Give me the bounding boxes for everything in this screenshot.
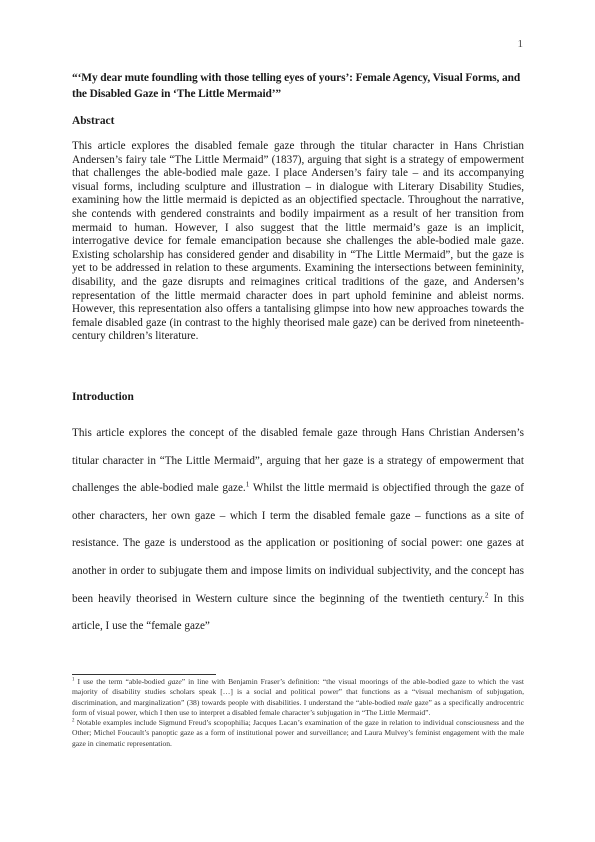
footnote-1-emphasis-gaze: gaze bbox=[167, 677, 182, 686]
footnote-1-text-b: ” in line with Benjamin Fraser’s definition: “the visual moorings of the able-bodied gaze to which the vast majority of disability studies scholars speak […] is a social and political power” that functions as a “visual mechanism of subjugation, discrimination, and marginalization” (38) towards people with disabilities. I understand the “able-bodied bbox=[72, 677, 524, 707]
footnote-separator bbox=[72, 674, 216, 675]
footnote-ref-2[interactable]: 2 bbox=[484, 590, 489, 599]
footnote-1-text-a: I use the term “able-bodied bbox=[74, 677, 168, 686]
intro-text-part-3: In this article, I use the “female gaze” bbox=[72, 592, 525, 633]
abstract-paragraph: This article explores the disabled female gaze through the titular character in Hans Christian Andersen’s fairy tale “The Little Mermaid” (1837), arguing that sight is a strategy of empowerment that challenges the able-bodied male gaze. I place Andersen’s fairy tale – and its accompanying visual forms, including sculpture and illustration – in dialogue with Literary Disability Studies, examining how the little mermaid is depicted as an objectified spectacle. Throughout the narrative, she contends with gendered constraints and bodily impairment as a result of her transition from mermaid to human. However, I also suggest that the little mermaid’s gaze is an implicit, interrogative device for female emancipation because she challenges the able-bodied male gaze. Existing scholarship has considered gender and disability in “The Little Mermaid”, but the gaze is yet to be addressed in relation to these arguments. Examining the intersections between femininity, disability, and the gaze disrupts and reimagines critical traditions of the gaze, and Andersen’s representation of the little mermaid character does in part uphold feminine and ableist norms. However, this representation also offers a tantalising glimpse into how new approaches towards the female disabled gaze (in contrast to the highly theorised male gaze) can be derived from nineteenth-century children’s literature. bbox=[72, 140, 524, 343]
introduction-heading: Introduction bbox=[72, 391, 134, 403]
footnote-ref-1[interactable]: 1 bbox=[245, 480, 250, 489]
page-number: 1 bbox=[517, 38, 523, 50]
article-title: “‘My dear mute foundling with those telling eyes of yours’: Female Agency, Visual Forms, and the Disabled Gaze in ‘The Little Mermaid’” bbox=[72, 72, 521, 100]
footnote-1-number: 1 bbox=[72, 677, 75, 683]
footnote-2 bbox=[72, 718, 524, 749]
intro-text-part-2: Whilst the little mermaid is objectified through the gaze of other characters, her own gaze – which I term the disabled female gaze – functions as a site of resistance. The gaze is understood as the application or positioning of social power: one gazes at another in order to subjugate them and impose limits on individual subjectivity, and the concept has been heavily theorised in Western culture since the beginning of the twentieth century. bbox=[72, 482, 524, 605]
footnotes-section bbox=[72, 677, 524, 749]
footnote-1-text-c: gaze” as a specifically androcentric form of visual power, which I then use to interpret a disabled female character’s subjugation in “The Little Mermaid”. bbox=[72, 697, 524, 717]
footnote-1-emphasis-male: male bbox=[397, 697, 413, 707]
footnote-1 bbox=[72, 677, 524, 718]
footnote-2-text: Notable examples include Sigmund Freud’s scopophilia; Jacques Lacan’s examination of the gaze in relation to individual consciousness and the Other; Michel Foucault’s panoptic gaze as a form of institutional power and surveillance; and Laura Mulvey’s feminist engagement with the male gaze in cinematic representation. bbox=[72, 718, 524, 748]
introduction-paragraph bbox=[72, 420, 524, 641]
intro-text-part-1: This article explores the concept of the disabled female gaze through Hans Christian Andersen’s titular character in “The Little Mermaid”, arguing that her gaze is a strategy of empowerment that challenges the able-bodied male gaze. bbox=[72, 427, 524, 495]
footnote-2-number: 2 bbox=[72, 718, 75, 724]
abstract-heading: Abstract bbox=[72, 115, 115, 127]
